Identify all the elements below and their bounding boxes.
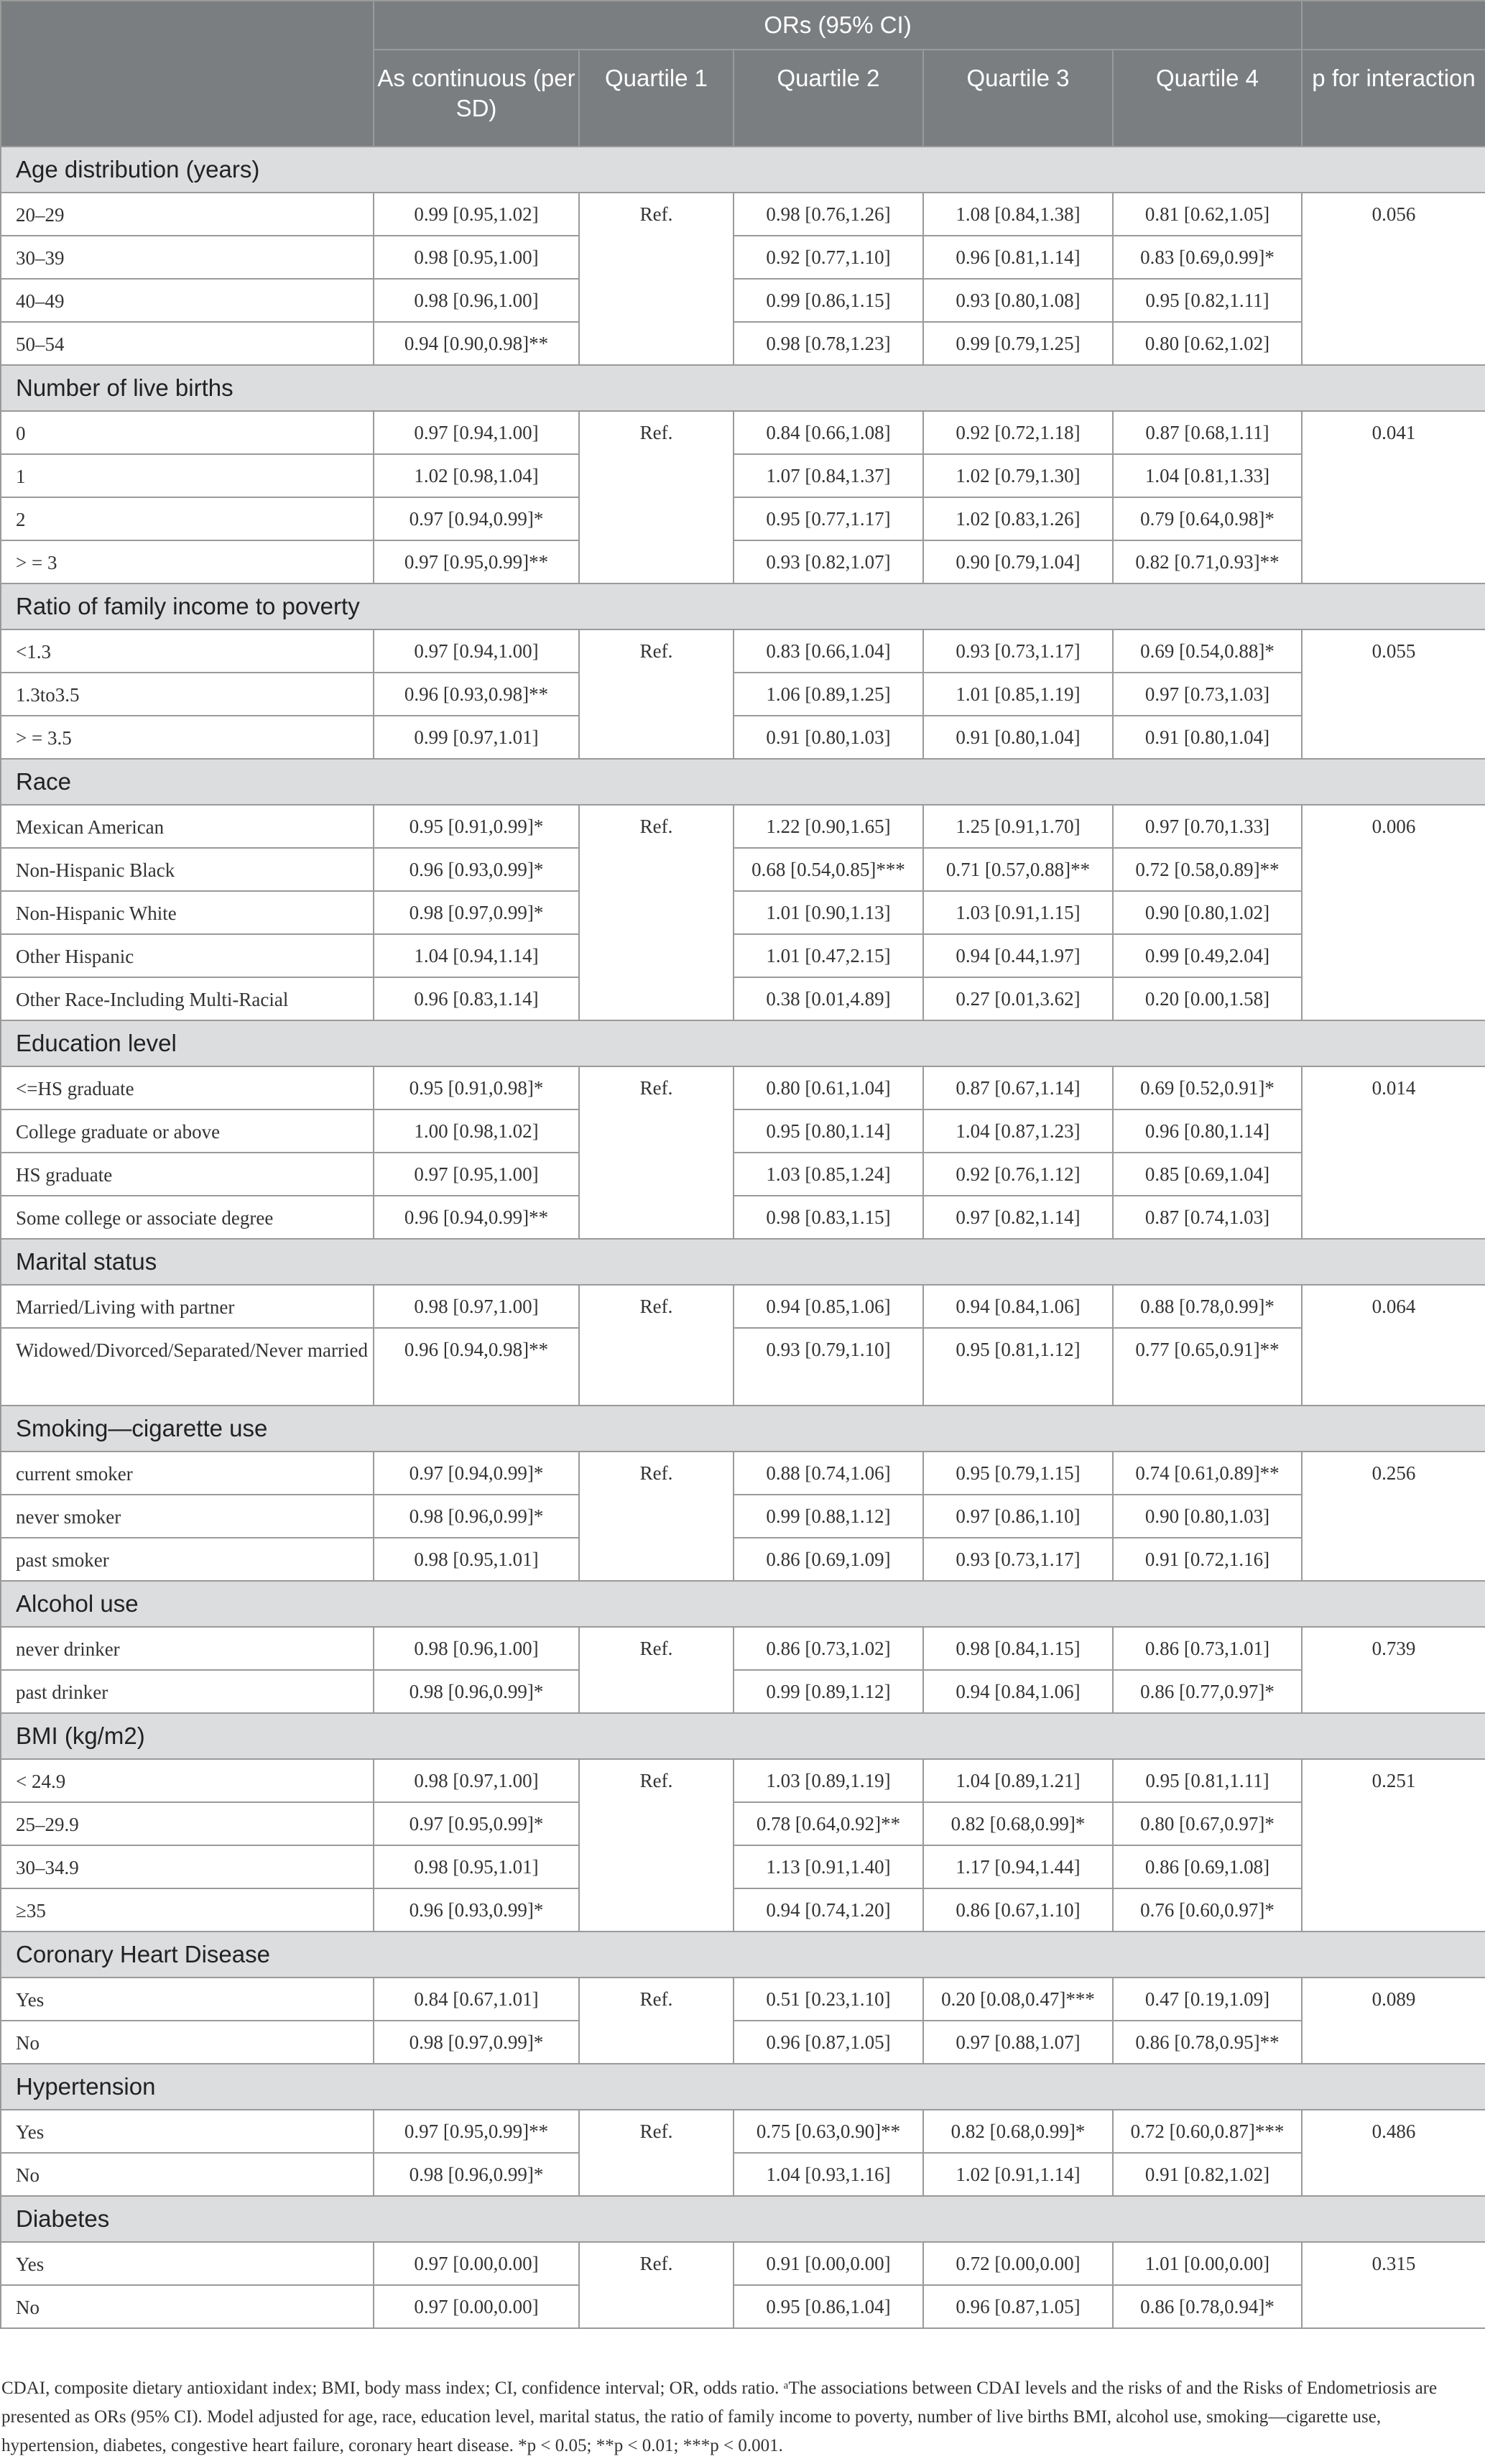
table-row — [1, 540, 1485, 583]
quartile-2-cell: 1.01 [0.47,2.15] — [734, 934, 923, 977]
quartile-4-cell: 0.90 [0.80,1.02] — [1113, 891, 1302, 934]
continuous-or-cell: 0.98 [0.96,0.99]* — [374, 2153, 579, 2196]
row-label: Yes — [1, 2110, 374, 2153]
quartile-4-cell: 0.77 [0.65,0.91]** — [1113, 1328, 1302, 1406]
continuous-or-cell: 0.97 [0.95,0.99]** — [374, 540, 579, 583]
quartile-2-cell: 0.83 [0.66,1.04] — [734, 629, 923, 673]
continuous-or-cell: 0.96 [0.83,1.14] — [374, 977, 579, 1020]
quartile-4-cell: 0.86 [0.78,0.95]** — [1113, 2021, 1302, 2064]
quartile-3-cell: 1.17 [0.94,1.44] — [923, 1845, 1113, 1888]
header-continuous: As continuous (per SD) — [374, 50, 579, 147]
section-header-row — [1, 1581, 1485, 1627]
table-row — [1, 1109, 1485, 1153]
header-quartile-2: Quartile 2 — [734, 50, 923, 147]
continuous-or-cell: 0.98 [0.95,1.01] — [374, 1538, 579, 1581]
row-label: Widowed/Divorced/Separated/Never married — [1, 1328, 374, 1406]
row-label: never drinker — [1, 1627, 374, 1670]
row-label: No — [1, 2153, 374, 2196]
continuous-or-cell: 0.99 [0.97,1.01] — [374, 716, 579, 759]
section-title: Ratio of family income to poverty — [1, 583, 1485, 629]
table-row — [1, 716, 1485, 759]
quartile-4-cell: 0.69 [0.54,0.88]* — [1113, 629, 1302, 673]
quartile-4-cell: 0.72 [0.60,0.87]*** — [1113, 2110, 1302, 2153]
quartile-2-cell: 1.07 [0.84,1.37] — [734, 454, 923, 497]
quartile-4-cell: 0.97 [0.70,1.33] — [1113, 805, 1302, 848]
p-interaction-cell: 0.089 — [1302, 1978, 1485, 2064]
continuous-or-cell: 0.98 [0.96,1.00] — [374, 279, 579, 322]
row-label: Other Hispanic — [1, 934, 374, 977]
quartile-3-cell: 0.91 [0.80,1.04] — [923, 716, 1113, 759]
quartile-4-cell: 0.80 [0.67,0.97]* — [1113, 1802, 1302, 1845]
quartile-1-ref-cell: Ref. — [579, 1978, 734, 2064]
row-label: Married/Living with partner — [1, 1285, 374, 1328]
section-title: Age distribution (years) — [1, 147, 1485, 193]
p-interaction-cell: 0.486 — [1302, 2110, 1485, 2196]
row-label: 20–29 — [1, 193, 374, 236]
section-header-row — [1, 759, 1485, 805]
row-label: Non-Hispanic Black — [1, 848, 374, 891]
table-row — [1, 2110, 1485, 2153]
row-label: past drinker — [1, 1670, 374, 1713]
quartile-4-cell: 0.82 [0.71,0.93]** — [1113, 540, 1302, 583]
table-row — [1, 629, 1485, 673]
header-quartile-3: Quartile 3 — [923, 50, 1113, 147]
section-title: Diabetes — [1, 2196, 1485, 2242]
quartile-2-cell: 0.91 [0.80,1.03] — [734, 716, 923, 759]
continuous-or-cell: 0.98 [0.96,0.99]* — [374, 1670, 579, 1713]
quartile-2-cell: 0.95 [0.77,1.17] — [734, 497, 923, 540]
continuous-or-cell: 0.97 [0.94,0.99]* — [374, 1452, 579, 1495]
quartile-2-cell: 0.92 [0.77,1.10] — [734, 236, 923, 279]
quartile-4-cell: 0.87 [0.74,1.03] — [1113, 1196, 1302, 1239]
table-row — [1, 322, 1485, 365]
quartile-3-cell: 1.01 [0.85,1.19] — [923, 673, 1113, 716]
table-row — [1, 1452, 1485, 1495]
table-row — [1, 1153, 1485, 1196]
quartile-4-cell: 0.79 [0.64,0.98]* — [1113, 497, 1302, 540]
quartile-4-cell: 0.88 [0.78,0.99]* — [1113, 1285, 1302, 1328]
table-row — [1, 848, 1485, 891]
quartile-2-cell: 0.84 [0.66,1.08] — [734, 411, 923, 454]
quartile-2-cell: 0.75 [0.63,0.90]** — [734, 2110, 923, 2153]
section-header-row — [1, 365, 1485, 411]
section-header-row — [1, 147, 1485, 193]
continuous-or-cell: 0.98 [0.95,1.00] — [374, 236, 579, 279]
section-title: Number of live births — [1, 365, 1485, 411]
quartile-2-cell: 0.51 [0.23,1.10] — [734, 1978, 923, 2021]
quartile-2-cell: 1.03 [0.85,1.24] — [734, 1153, 923, 1196]
continuous-or-cell: 0.96 [0.93,0.99]* — [374, 1888, 579, 1932]
quartile-2-cell: 0.98 [0.76,1.26] — [734, 193, 923, 236]
table-row — [1, 1888, 1485, 1932]
row-label: 0 — [1, 411, 374, 454]
quartile-4-cell: 0.76 [0.60,0.97]* — [1113, 1888, 1302, 1932]
section-header-row — [1, 1932, 1485, 1978]
continuous-or-cell: 0.97 [0.94,1.00] — [374, 629, 579, 673]
continuous-or-cell: 0.98 [0.96,1.00] — [374, 1627, 579, 1670]
row-label: 25–29.9 — [1, 1802, 374, 1845]
quartile-1-ref-cell: Ref. — [579, 1627, 734, 1713]
row-label: 50–54 — [1, 322, 374, 365]
quartile-2-cell: 0.98 [0.83,1.15] — [734, 1196, 923, 1239]
quartile-3-cell: 0.95 [0.79,1.15] — [923, 1452, 1113, 1495]
quartile-4-cell: 0.91 [0.72,1.16] — [1113, 1538, 1302, 1581]
continuous-or-cell: 0.98 [0.95,1.01] — [374, 1845, 579, 1888]
row-label: current smoker — [1, 1452, 374, 1495]
section-header-row — [1, 583, 1485, 629]
row-label: Other Race-Including Multi-Racial — [1, 977, 374, 1020]
continuous-or-cell: 0.95 [0.91,0.99]* — [374, 805, 579, 848]
quartile-3-cell: 1.02 [0.83,1.26] — [923, 497, 1113, 540]
quartile-2-cell: 1.01 [0.90,1.13] — [734, 891, 923, 934]
continuous-or-cell: 1.00 [0.98,1.02] — [374, 1109, 579, 1153]
quartile-1-ref-cell: Ref. — [579, 411, 734, 583]
p-interaction-cell: 0.251 — [1302, 1759, 1485, 1932]
quartile-3-cell: 0.97 [0.82,1.14] — [923, 1196, 1113, 1239]
row-label: 2 — [1, 497, 374, 540]
quartile-4-cell: 0.91 [0.80,1.04] — [1113, 716, 1302, 759]
p-interaction-cell: 0.056 — [1302, 193, 1485, 365]
continuous-or-cell: 0.98 [0.97,1.00] — [374, 1759, 579, 1802]
p-interaction-cell: 0.041 — [1302, 411, 1485, 583]
quartile-2-cell: 0.96 [0.87,1.05] — [734, 2021, 923, 2064]
quartile-3-cell: 0.93 [0.73,1.17] — [923, 629, 1113, 673]
section-title: Education level — [1, 1020, 1485, 1066]
quartile-3-cell: 0.99 [0.79,1.25] — [923, 322, 1113, 365]
quartile-4-cell: 1.04 [0.81,1.33] — [1113, 454, 1302, 497]
table-row — [1, 1495, 1485, 1538]
table-row — [1, 454, 1485, 497]
continuous-or-cell: 1.04 [0.94,1.14] — [374, 934, 579, 977]
row-label: past smoker — [1, 1538, 374, 1581]
continuous-or-cell: 0.99 [0.95,1.02] — [374, 193, 579, 236]
quartile-2-cell: 0.99 [0.86,1.15] — [734, 279, 923, 322]
section-title: Coronary Heart Disease — [1, 1932, 1485, 1978]
quartile-4-cell: 0.95 [0.81,1.11] — [1113, 1759, 1302, 1802]
quartile-3-cell: 0.92 [0.72,1.18] — [923, 411, 1113, 454]
section-title: Race — [1, 759, 1485, 805]
table-row — [1, 2242, 1485, 2285]
quartile-4-cell: 0.86 [0.69,1.08] — [1113, 1845, 1302, 1888]
row-label: < 24.9 — [1, 1759, 374, 1802]
row-label: 30–39 — [1, 236, 374, 279]
quartile-2-cell: 0.78 [0.64,0.92]** — [734, 1802, 923, 1845]
row-label: 1.3to3.5 — [1, 673, 374, 716]
quartile-4-cell: 0.95 [0.82,1.11] — [1113, 279, 1302, 322]
quartile-3-cell: 0.82 [0.68,0.99]* — [923, 2110, 1113, 2153]
quartile-4-cell: 1.01 [0.00,0.00] — [1113, 2242, 1302, 2285]
continuous-or-cell: 0.98 [0.97,1.00] — [374, 1285, 579, 1328]
continuous-or-cell: 0.97 [0.00,0.00] — [374, 2285, 579, 2328]
continuous-or-cell: 0.97 [0.95,1.00] — [374, 1153, 579, 1196]
table-row — [1, 2285, 1485, 2328]
table-row — [1, 193, 1485, 236]
table-row — [1, 934, 1485, 977]
row-label: 40–49 — [1, 279, 374, 322]
quartile-2-cell: 0.99 [0.89,1.12] — [734, 1670, 923, 1713]
header-quartile-1: Quartile 1 — [579, 50, 734, 147]
section-header-row — [1, 2196, 1485, 2242]
quartile-4-cell: 0.86 [0.73,1.01] — [1113, 1627, 1302, 1670]
continuous-or-cell: 0.96 [0.94,0.98]** — [374, 1328, 579, 1406]
header-p-interaction: p for interaction — [1302, 50, 1485, 147]
continuous-or-cell: 0.94 [0.90,0.98]** — [374, 322, 579, 365]
quartile-3-cell: 0.97 [0.86,1.10] — [923, 1495, 1113, 1538]
quartile-2-cell: 1.22 [0.90,1.65] — [734, 805, 923, 848]
p-interaction-cell: 0.315 — [1302, 2242, 1485, 2328]
table-row — [1, 673, 1485, 716]
quartile-1-ref-cell: Ref. — [579, 805, 734, 1020]
continuous-or-cell: 0.97 [0.00,0.00] — [374, 2242, 579, 2285]
row-label: No — [1, 2021, 374, 2064]
table-row — [1, 236, 1485, 279]
quartile-3-cell: 0.71 [0.57,0.88]** — [923, 848, 1113, 891]
p-interaction-cell: 0.014 — [1302, 1066, 1485, 1239]
quartile-4-cell: 0.72 [0.58,0.89]** — [1113, 848, 1302, 891]
continuous-or-cell: 0.98 [0.96,0.99]* — [374, 1495, 579, 1538]
quartile-4-cell: 0.74 [0.61,0.89]** — [1113, 1452, 1302, 1495]
quartile-2-cell: 0.95 [0.80,1.14] — [734, 1109, 923, 1153]
quartile-3-cell: 0.95 [0.81,1.12] — [923, 1328, 1113, 1406]
quartile-3-cell: 1.04 [0.89,1.21] — [923, 1759, 1113, 1802]
p-interaction-cell: 0.256 — [1302, 1452, 1485, 1581]
quartile-4-cell: 0.69 [0.52,0.91]* — [1113, 1066, 1302, 1109]
header-quartile-4: Quartile 4 — [1113, 50, 1302, 147]
table-row — [1, 1845, 1485, 1888]
section-header-row — [1, 1239, 1485, 1285]
quartile-4-cell: 0.86 [0.77,0.97]* — [1113, 1670, 1302, 1713]
section-title: Alcohol use — [1, 1581, 1485, 1627]
continuous-or-cell: 0.98 [0.97,0.99]* — [374, 891, 579, 934]
quartile-3-cell: 0.72 [0.00,0.00] — [923, 2242, 1113, 2285]
p-interaction-cell: 0.006 — [1302, 805, 1485, 1020]
row-label: never smoker — [1, 1495, 374, 1538]
table-row — [1, 279, 1485, 322]
header-blank-cell — [1, 1, 374, 147]
table-row — [1, 1670, 1485, 1713]
continuous-or-cell: 0.97 [0.94,1.00] — [374, 411, 579, 454]
quartile-3-cell: 0.86 [0.67,1.10] — [923, 1888, 1113, 1932]
quartile-3-cell: 1.08 [0.84,1.38] — [923, 193, 1113, 236]
table-row — [1, 1328, 1485, 1406]
quartile-3-cell: 0.27 [0.01,3.62] — [923, 977, 1113, 1020]
row-label: Yes — [1, 1978, 374, 2021]
header-blank-cell-right — [1302, 1, 1485, 50]
quartile-1-ref-cell: Ref. — [579, 1285, 734, 1406]
p-interaction-cell: 0.055 — [1302, 629, 1485, 759]
row-label: 30–34.9 — [1, 1845, 374, 1888]
table-row — [1, 2021, 1485, 2064]
row-label: HS graduate — [1, 1153, 374, 1196]
table-row — [1, 2153, 1485, 2196]
table-row — [1, 977, 1485, 1020]
continuous-or-cell: 0.98 [0.97,0.99]* — [374, 2021, 579, 2064]
quartile-2-cell: 1.13 [0.91,1.40] — [734, 1845, 923, 1888]
table-header — [1, 1, 1485, 147]
quartile-2-cell: 0.95 [0.86,1.04] — [734, 2285, 923, 2328]
quartile-2-cell: 0.86 [0.73,1.02] — [734, 1627, 923, 1670]
row-label: 1 — [1, 454, 374, 497]
quartile-3-cell: 0.97 [0.88,1.07] — [923, 2021, 1113, 2064]
quartile-3-cell: 0.93 [0.80,1.08] — [923, 279, 1113, 322]
quartile-1-ref-cell: Ref. — [579, 2242, 734, 2328]
row-label: Yes — [1, 2242, 374, 2285]
quartile-3-cell: 1.03 [0.91,1.15] — [923, 891, 1113, 934]
quartile-2-cell: 1.03 [0.89,1.19] — [734, 1759, 923, 1802]
table-row — [1, 411, 1485, 454]
quartile-4-cell: 0.81 [0.62,1.05] — [1113, 193, 1302, 236]
table-row — [1, 1196, 1485, 1239]
row-label: <1.3 — [1, 629, 374, 673]
quartile-4-cell: 0.20 [0.00,1.58] — [1113, 977, 1302, 1020]
quartile-4-cell: 0.91 [0.82,1.02] — [1113, 2153, 1302, 2196]
quartile-3-cell: 0.90 [0.79,1.04] — [923, 540, 1113, 583]
quartile-4-cell: 0.90 [0.80,1.03] — [1113, 1495, 1302, 1538]
section-title: Hypertension — [1, 2064, 1485, 2110]
row-label: Mexican American — [1, 805, 374, 848]
row-label: <=HS graduate — [1, 1066, 374, 1109]
quartile-3-cell: 1.25 [0.91,1.70] — [923, 805, 1113, 848]
row-label: > = 3 — [1, 540, 374, 583]
table-footnote: CDAI, composite dietary antioxidant index; BMI, body mass index; CI, confidence interval; OR, odds ratio. ᵃThe associations between CDAI levels and the risks of and the Risks of Endometriosis are presented as ORs (95% CI). Model adjusted for age, race, education level, marital status, the ratio of family income to poverty, number of live births BMI, alcohol use, smoking—cigarette use, hypertension, diabetes, congestive heart failure, coronary heart disease. *p < 0.05; **p < 0.01; ***p < 0.001. — [1, 2378, 1438, 2455]
section-header-row — [1, 2064, 1485, 2110]
section-header-row — [1, 1020, 1485, 1066]
quartile-2-cell: 0.68 [0.54,0.85]*** — [734, 848, 923, 891]
quartile-2-cell: 0.93 [0.82,1.07] — [734, 540, 923, 583]
quartile-3-cell: 1.02 [0.79,1.30] — [923, 454, 1113, 497]
row-label: ≥35 — [1, 1888, 374, 1932]
quartile-1-ref-cell: Ref. — [579, 1066, 734, 1239]
continuous-or-cell: 1.02 [0.98,1.04] — [374, 454, 579, 497]
quartile-2-cell: 0.94 [0.74,1.20] — [734, 1888, 923, 1932]
quartile-3-cell: 0.92 [0.76,1.12] — [923, 1153, 1113, 1196]
table-row — [1, 497, 1485, 540]
row-label: Non-Hispanic White — [1, 891, 374, 934]
section-title: Marital status — [1, 1239, 1485, 1285]
table-row — [1, 1978, 1485, 2021]
row-label: College graduate or above — [1, 1109, 374, 1153]
quartile-2-cell: 0.38 [0.01,4.89] — [734, 977, 923, 1020]
table-row — [1, 805, 1485, 848]
quartile-2-cell: 1.04 [0.93,1.16] — [734, 2153, 923, 2196]
section-title: Smoking—cigarette use — [1, 1406, 1485, 1452]
row-label: Some college or associate degree — [1, 1196, 374, 1239]
quartile-2-cell: 0.91 [0.00,0.00] — [734, 2242, 923, 2285]
p-interaction-cell: 0.064 — [1302, 1285, 1485, 1406]
quartile-2-cell: 0.93 [0.79,1.10] — [734, 1328, 923, 1406]
quartile-4-cell: 0.80 [0.62,1.02] — [1113, 322, 1302, 365]
continuous-or-cell: 0.97 [0.95,0.99]* — [374, 1802, 579, 1845]
quartile-1-ref-cell: Ref. — [579, 1452, 734, 1581]
quartile-3-cell: 1.02 [0.91,1.14] — [923, 2153, 1113, 2196]
table-row — [1, 1066, 1485, 1109]
section-title: BMI (kg/m2) — [1, 1713, 1485, 1759]
quartile-2-cell: 0.94 [0.85,1.06] — [734, 1285, 923, 1328]
quartile-1-ref-cell: Ref. — [579, 629, 734, 759]
continuous-or-cell: 0.96 [0.93,0.99]* — [374, 848, 579, 891]
quartile-2-cell: 0.99 [0.88,1.12] — [734, 1495, 923, 1538]
p-interaction-cell: 0.739 — [1302, 1627, 1485, 1713]
quartile-4-cell: 0.87 [0.68,1.11] — [1113, 411, 1302, 454]
quartile-3-cell: 0.20 [0.08,0.47]*** — [923, 1978, 1113, 2021]
quartile-3-cell: 0.94 [0.84,1.06] — [923, 1670, 1113, 1713]
quartile-4-cell: 0.97 [0.73,1.03] — [1113, 673, 1302, 716]
table-body — [1, 147, 1485, 2328]
continuous-or-cell: 0.96 [0.94,0.99]** — [374, 1196, 579, 1239]
quartile-2-cell: 0.98 [0.78,1.23] — [734, 322, 923, 365]
section-header-row — [1, 1406, 1485, 1452]
quartile-3-cell: 0.87 [0.67,1.14] — [923, 1066, 1113, 1109]
quartile-2-cell: 0.88 [0.74,1.06] — [734, 1452, 923, 1495]
quartile-1-ref-cell: Ref. — [579, 2110, 734, 2196]
quartile-2-cell: 1.06 [0.89,1.25] — [734, 673, 923, 716]
quartile-1-ref-cell: Ref. — [579, 1759, 734, 1932]
continuous-or-cell: 0.97 [0.95,0.99]** — [374, 2110, 579, 2153]
quartile-4-cell: 0.86 [0.78,0.94]* — [1113, 2285, 1302, 2328]
quartile-4-cell: 0.85 [0.69,1.04] — [1113, 1153, 1302, 1196]
quartile-3-cell: 0.96 [0.87,1.05] — [923, 2285, 1113, 2328]
quartile-2-cell: 0.80 [0.61,1.04] — [734, 1066, 923, 1109]
quartile-3-cell: 1.04 [0.87,1.23] — [923, 1109, 1113, 1153]
quartile-3-cell: 0.94 [0.84,1.06] — [923, 1285, 1113, 1328]
quartile-2-cell: 0.86 [0.69,1.09] — [734, 1538, 923, 1581]
quartile-3-cell: 0.98 [0.84,1.15] — [923, 1627, 1113, 1670]
quartile-4-cell: 0.47 [0.19,1.09] — [1113, 1978, 1302, 2021]
row-label: > = 3.5 — [1, 716, 374, 759]
continuous-or-cell: 0.96 [0.93,0.98]** — [374, 673, 579, 716]
quartile-3-cell: 0.94 [0.44,1.97] — [923, 934, 1113, 977]
quartile-4-cell: 0.96 [0.80,1.14] — [1113, 1109, 1302, 1153]
table-row — [1, 1802, 1485, 1845]
row-label: No — [1, 2285, 374, 2328]
quartile-1-ref-cell: Ref. — [579, 193, 734, 365]
table-row — [1, 891, 1485, 934]
quartile-3-cell: 0.96 [0.81,1.14] — [923, 236, 1113, 279]
quartile-3-cell: 0.82 [0.68,0.99]* — [923, 1802, 1113, 1845]
section-header-row — [1, 1713, 1485, 1759]
table-row — [1, 1627, 1485, 1670]
header-ors-label: ORs (95% CI) — [374, 1, 1302, 50]
table-row — [1, 1538, 1485, 1581]
quartile-4-cell: 0.83 [0.69,0.99]* — [1113, 236, 1302, 279]
quartile-4-cell: 0.99 [0.49,2.04] — [1113, 934, 1302, 977]
continuous-or-cell: 0.84 [0.67,1.01] — [374, 1978, 579, 2021]
table-row — [1, 1285, 1485, 1328]
continuous-or-cell: 0.95 [0.91,0.98]* — [374, 1066, 579, 1109]
continuous-or-cell: 0.97 [0.94,0.99]* — [374, 497, 579, 540]
table-row — [1, 1759, 1485, 1802]
quartile-3-cell: 0.93 [0.73,1.17] — [923, 1538, 1113, 1581]
